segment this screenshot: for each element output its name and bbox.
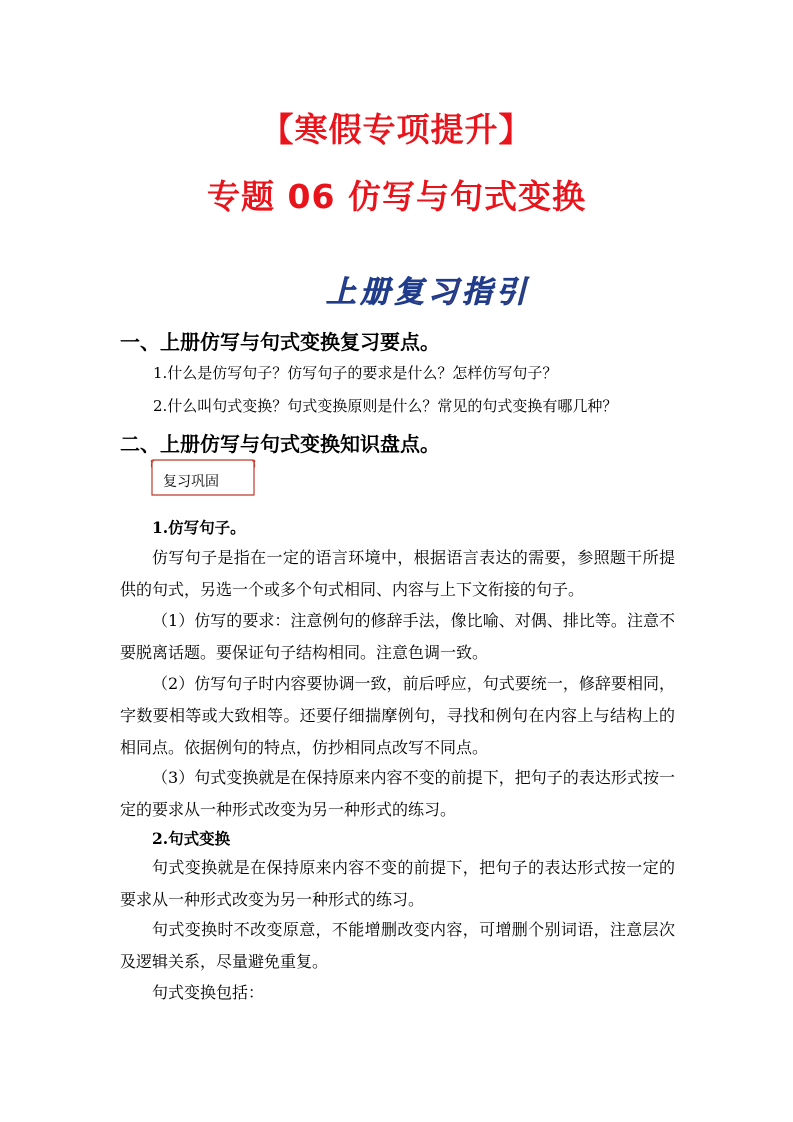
part2-paragraph-2: 句式变换时不改变原意，不能增删改变内容，可增删个别词语，注意层次及逻辑关系，尽量避免重复。 [120,920,675,971]
part2-heading: 2.句式变换 [152,829,231,848]
banner-text: 上册复习指引 [326,275,530,310]
part2-paragraph-3: 句式变换包括： [152,983,265,1002]
part1-paragraph-1: 仿写句子是指在一定的语言环境中，根据语言表达的需要，参照题干所提供的句式，另选一个或多个句式相同、内容与上下文衔接的句子。 [120,548,675,599]
part1-heading: 1.仿写句子。 [152,518,246,537]
review-guide-banner [318,270,538,312]
part1-paragraph-3: （2）仿写句子时内容要协调一致，前后呼应，句式要统一，修辞要相同，字数要相等或大致相等。还要仔细揣摩例句，寻找和例句在内容上与结构上的相同点。依据例句的特点，仿抄相同点改写不同点。 [120,674,675,757]
review-tag-label: 复习巩固 [163,474,219,490]
document-subtitle: 专题 06 仿写与句式变换 [207,177,586,216]
section1-question-1: 1.什么是仿写句子？仿写句子的要求是什么？怎样仿写句子？ [153,364,558,382]
document-title: 【寒假专项提升】 [260,110,533,149]
part2-paragraph-1: 句式变换就是在保持原来内容不变的前提下，把句子的表达形式按一定的要求从一种形式改变为另一种形式的练习。 [120,858,675,909]
part1-paragraph-4: （3）句式变换就是在保持原来内容不变的前提下，把句子的表达形式按一定的要求从一种形式改变为另一种形式的练习。 [120,768,675,819]
section1-question-2: 2.什么叫句式变换？句式变换原则是什么？常见的句式变换有哪几种？ [153,397,618,415]
section2-heading: 二、上册仿写与句式变换知识盘点。 [120,432,440,456]
section1-heading: 一、上册仿写与句式变换复习要点。 [120,330,440,354]
part1-paragraph-2: （1）仿写的要求：注意例句的修辞手法，像比喻、对偶、排比等。注意不要脱离话题。要保证句子结构相同。注意色调一致。 [120,611,675,662]
